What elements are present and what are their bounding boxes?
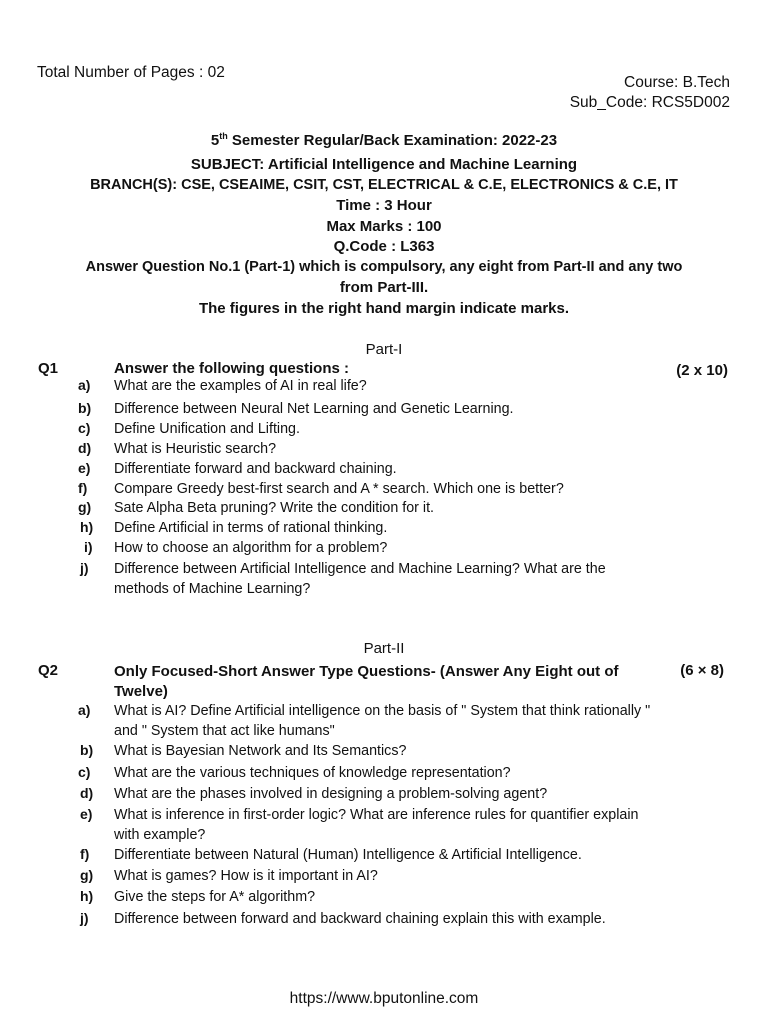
item-text: Give the steps for A* algorithm? (114, 889, 316, 905)
q2-heading: Only Focused-Short Answer Type Questions- (Answer Any Eight out of Twelve) (114, 663, 619, 700)
footer-url: https://www.bputonline.com (289, 990, 479, 1007)
item-label: a) (78, 702, 91, 718)
q1-heading: Answer the following questions : (114, 360, 350, 377)
item-label: a) (78, 377, 91, 393)
sub-code: Sub_Code: RCS5D002 (569, 94, 730, 111)
item-label: g) (78, 499, 92, 515)
item-text: What is Bayesian Network and Its Semantics? (114, 743, 407, 759)
item-label: j) (80, 910, 89, 926)
semester-num: 5 (210, 132, 220, 149)
course-block (570, 73, 730, 113)
semester-line (0, 131, 768, 149)
item-text: What are the examples of AI in real life? (114, 378, 367, 394)
item-label: e) (78, 460, 91, 476)
item-label: j) (80, 560, 89, 576)
item-label: c) (78, 420, 91, 436)
item-text: Difference between forward and backward chaining explain this with example. (114, 911, 606, 927)
item-label: d) (80, 785, 94, 801)
time: Time : 3 Hour (336, 197, 432, 214)
item-text: What is AI? Define Artificial intelligence on the basis of " System that think rationally " and " System that act like humans" (114, 703, 651, 739)
item-text: Sate Alpha Beta pruning? Write the condition for it. (114, 500, 435, 516)
item-text: What is inference in first-order logic? What are inference rules for quantifier explain with example? (114, 807, 639, 843)
q2-number: Q2 (38, 662, 59, 679)
instruction-line-1: Answer Question No.1 (Part-1) which is compulsory, any eight from Part-II and any two (85, 259, 683, 275)
item-text: What are the phases involved in designing a problem-solving agent? (114, 786, 548, 802)
semester-sup: th (219, 131, 228, 141)
q1-marks: (2 x 10) (676, 362, 728, 379)
item-text: Difference between Artificial Intelligence and Machine Learning? What are the methods of Machine Learning? (114, 561, 606, 597)
item-label: b) (78, 400, 92, 416)
semester-rest: Semester Regular/Back Examination: 2022-23 (227, 132, 558, 149)
item-text: What are the various techniques of knowledge representation? (114, 765, 511, 781)
item-text: Define Unification and Lifting. (114, 421, 300, 437)
item-label: h) (80, 519, 94, 535)
item-text: Define Artificial in terms of rational thinking. (114, 520, 388, 536)
item-text: Differentiate between Natural (Human) Intelligence & Artificial Intelligence. (114, 847, 582, 863)
total-pages: Total Number of Pages : 02 (37, 64, 225, 81)
item-text: What is Heuristic search? (114, 441, 277, 457)
item-label: f) (80, 846, 90, 862)
item-label: g) (80, 867, 94, 883)
max-marks: Max Marks : 100 (326, 218, 442, 235)
item-text: How to choose an algorithm for a problem? (114, 540, 388, 556)
part1-title: Part-I (365, 341, 403, 358)
instruction-line-2: from Part-III. (339, 279, 429, 296)
qcode: Q.Code : L363 (333, 238, 435, 255)
item-label: b) (80, 742, 94, 758)
instruction-line-3: The figures in the right hand margin indicate marks. (198, 300, 570, 317)
item-label: h) (80, 888, 94, 904)
part2-title: Part-II (363, 640, 405, 657)
subject: SUBJECT: Artificial Intelligence and Machine Learning (190, 156, 578, 173)
q2-marks: (6 × 8) (680, 662, 724, 679)
item-label: e) (80, 806, 93, 822)
course: Course: B.Tech (624, 74, 730, 91)
item-text: Differentiate forward and backward chaining. (114, 461, 397, 477)
item-text: Difference between Neural Net Learning and Genetic Learning. (114, 401, 514, 417)
branches: BRANCH(S): CSE, CSEAIME, CSIT, CST, ELECTRICAL & C.E, ELECTRONICS & C.E, IT (90, 177, 678, 193)
item-label: c) (78, 764, 91, 780)
item-label: d) (78, 440, 92, 456)
item-label: i) (84, 539, 93, 555)
item-text: What is games? How is it important in AI? (114, 868, 378, 884)
q1-number: Q1 (38, 360, 59, 377)
item-text: Compare Greedy best-first search and A * search. Which one is better? (114, 481, 564, 497)
item-label: f) (78, 480, 88, 496)
